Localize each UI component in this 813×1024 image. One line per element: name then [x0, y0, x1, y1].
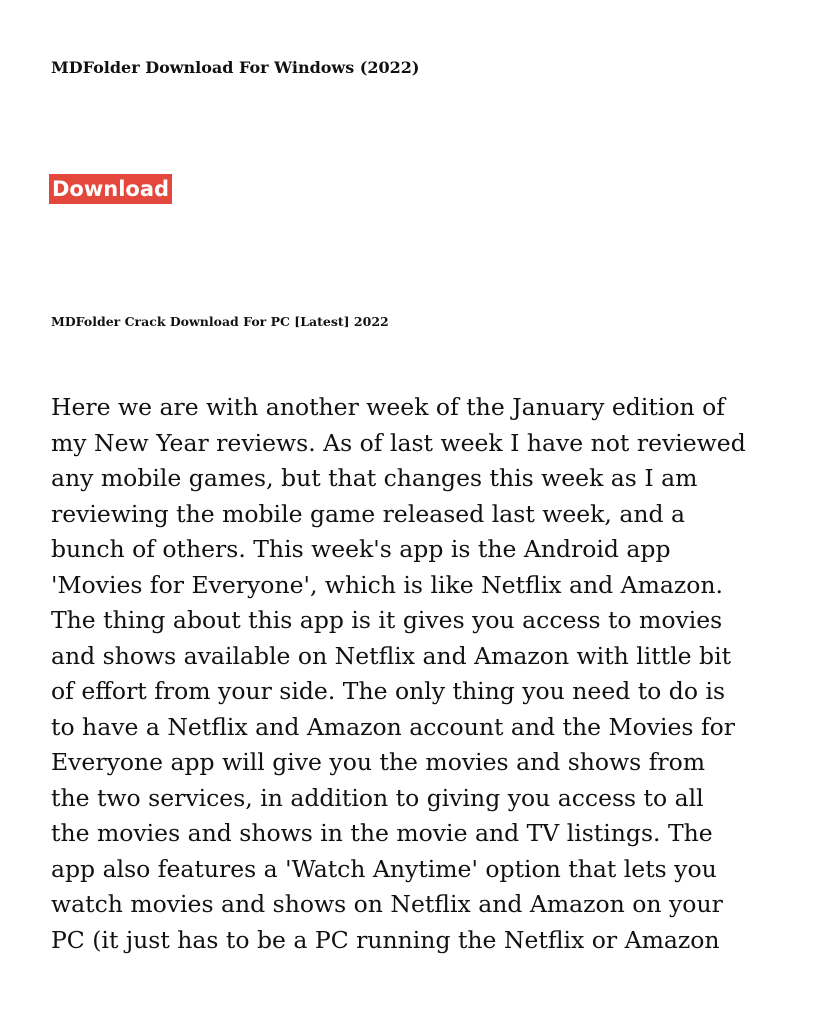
body-line: PC (it just has to be a PC running the Netflix or Amazon — [51, 925, 720, 954]
document-title: MDFolder Download For Windows (2022) — [51, 58, 420, 77]
download-button[interactable]: Download — [49, 174, 172, 204]
body-line: and shows available on Netflix and Amazon with little bit — [51, 641, 732, 670]
body-paragraph — [51, 390, 796, 958]
body-line: 'Movies for Everyone', which is like Netflix and Amazon. — [51, 570, 723, 599]
body-line: reviewing the mobile game released last week, and a — [51, 499, 686, 528]
body-line: bunch of others. This week's app is the Android app — [51, 535, 671, 563]
section-heading: MDFolder Crack Download For PC [Latest] 2022 — [51, 314, 389, 329]
body-line: to have a Netflix and Amazon account and the Movies for — [51, 712, 736, 741]
body-line: my New Year reviews. As of last week I have not reviewed — [51, 428, 746, 457]
body-line: the two services, in addition to giving you access to all — [51, 783, 704, 812]
body-line: the movies and shows in the movie and TV listings. The — [51, 819, 713, 847]
body-line: of effort from your side. The only thing you need to do is — [51, 677, 726, 705]
body-line: Everyone app will give you the movies and shows from — [51, 748, 706, 776]
body-line: watch movies and shows on Netflix and Amazon on your — [51, 890, 723, 918]
body-line: any mobile games, but that changes this week as I am — [51, 464, 698, 492]
body-line: app also features a 'Watch Anytime' option that lets you — [51, 854, 717, 883]
body-line: The thing about this app is it gives you access to movies — [51, 606, 723, 634]
body-line: Here we are with another week of the January edition of — [51, 393, 725, 421]
